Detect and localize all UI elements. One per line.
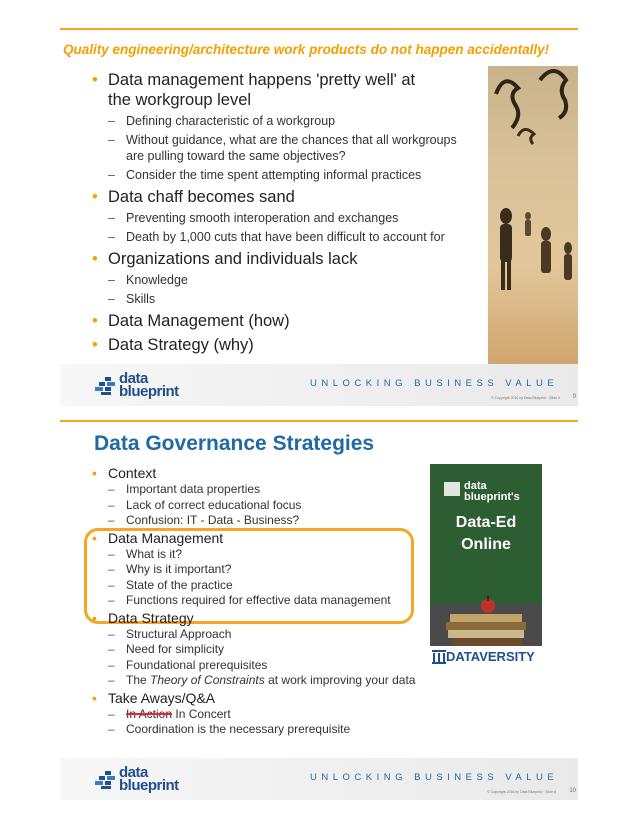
slide-top-rule: [60, 28, 578, 30]
dataversity-text: DATAVERSITY: [446, 649, 535, 664]
logo-mark-icon: [95, 771, 117, 789]
sub-bullet: – Knowledge: [90, 272, 490, 288]
book-logo-text-bottom: blueprint's: [464, 491, 520, 503]
page-number: 10: [569, 788, 576, 794]
struck-text: In Action: [126, 706, 173, 721]
book-title-line2: Online: [461, 536, 511, 553]
logo-mark-icon: [95, 377, 117, 395]
bullet: • Data Management: [90, 530, 470, 547]
sub-bullet: – Structural Approach: [90, 627, 470, 643]
sub-bullet: – Why is it important?: [90, 562, 470, 578]
sub-bullet: – Defining characteristic of a workgroup: [90, 113, 490, 129]
logo-text-bottom: blueprint: [119, 383, 179, 400]
sub-bullet: – Lack of correct educational focus: [90, 498, 470, 514]
text-italic: Theory of Constraints: [150, 673, 265, 687]
sub-bullet: – Functions required for effective data management: [90, 593, 470, 609]
sub-bullet: – Important data properties: [90, 482, 470, 498]
data-blueprint-logo: [95, 372, 205, 400]
data-blueprint-logo: [95, 766, 205, 794]
copyright-notice: © Copyright 2016 by Data Blueprint · Slide #: [487, 790, 556, 794]
text-suffix: at work improving your data: [264, 673, 416, 687]
replacement-text: In Concert: [172, 706, 231, 721]
bullet: • Organizations and individuals lack: [90, 249, 490, 269]
sub-bullet: – Coordination is the necessary prerequisite: [90, 722, 470, 738]
tagline: UNLOCKING BUSINESS VALUE: [310, 772, 559, 783]
sub-bullet: – State of the practice: [90, 578, 470, 594]
copyright-notice: © Copyright 2016 by Data Blueprint · Slide #: [491, 396, 560, 400]
logo-text-bottom: blueprint: [119, 777, 179, 794]
tagline: UNLOCKING BUSINESS VALUE: [310, 378, 559, 389]
sub-bullet-theory-of-constraints: [90, 673, 470, 689]
sub-bullet: – Foundational prerequisites: [90, 658, 470, 674]
bullet: • Data Management (how): [90, 311, 490, 331]
logo-text-top: data: [119, 370, 148, 387]
bullet: • Data Strategy: [90, 610, 470, 627]
text-prefix: The: [126, 673, 151, 687]
sub-bullet-in-concert: [90, 707, 470, 723]
sub-bullet: – Without guidance, what are the chances that all workgroups are pulling toward the same objectives?: [90, 132, 470, 164]
sub-bullet: – What is it?: [90, 547, 470, 563]
slide-footer: [60, 364, 578, 406]
sub-bullet: – Death by 1,000 cuts that have been difficult to account for: [90, 229, 490, 245]
book-logo-text-top: data: [464, 480, 487, 492]
sub-bullet: – Skills: [90, 291, 490, 307]
slide-1: [60, 28, 578, 408]
sub-bullet: – Need for simplicity: [90, 642, 470, 658]
slide-footer: [60, 758, 578, 800]
slide-title: Data Governance Strategies: [94, 432, 375, 455]
logo-text-top: data: [119, 764, 148, 781]
bullet-list: [90, 464, 470, 738]
bullet: • Take Aways/Q&A: [90, 690, 470, 707]
bullet: • Context: [90, 465, 470, 482]
silhouettes-photo: [488, 66, 578, 396]
slide-title: Quality engineering/architecture work products do not happen accidentally!: [63, 42, 550, 57]
book-title-line1: Data-Ed: [455, 514, 517, 531]
slide-top-rule: [60, 420, 578, 422]
slide-2: [60, 420, 578, 810]
page-number: 9: [572, 394, 576, 400]
sub-bullet: – Preventing smooth interoperation and exchanges: [90, 210, 490, 226]
bullet: • Data chaff becomes sand: [90, 187, 490, 207]
sub-bullet: – Consider the time spent attempting informal practices: [90, 167, 490, 183]
sub-bullet: – Confusion: IT - Data - Business?: [90, 513, 470, 529]
bullet: • Data Strategy (why): [90, 335, 490, 355]
bullet-list: [90, 66, 490, 355]
bullet: • Data management happens 'pretty well' at the workgroup level: [90, 70, 420, 110]
